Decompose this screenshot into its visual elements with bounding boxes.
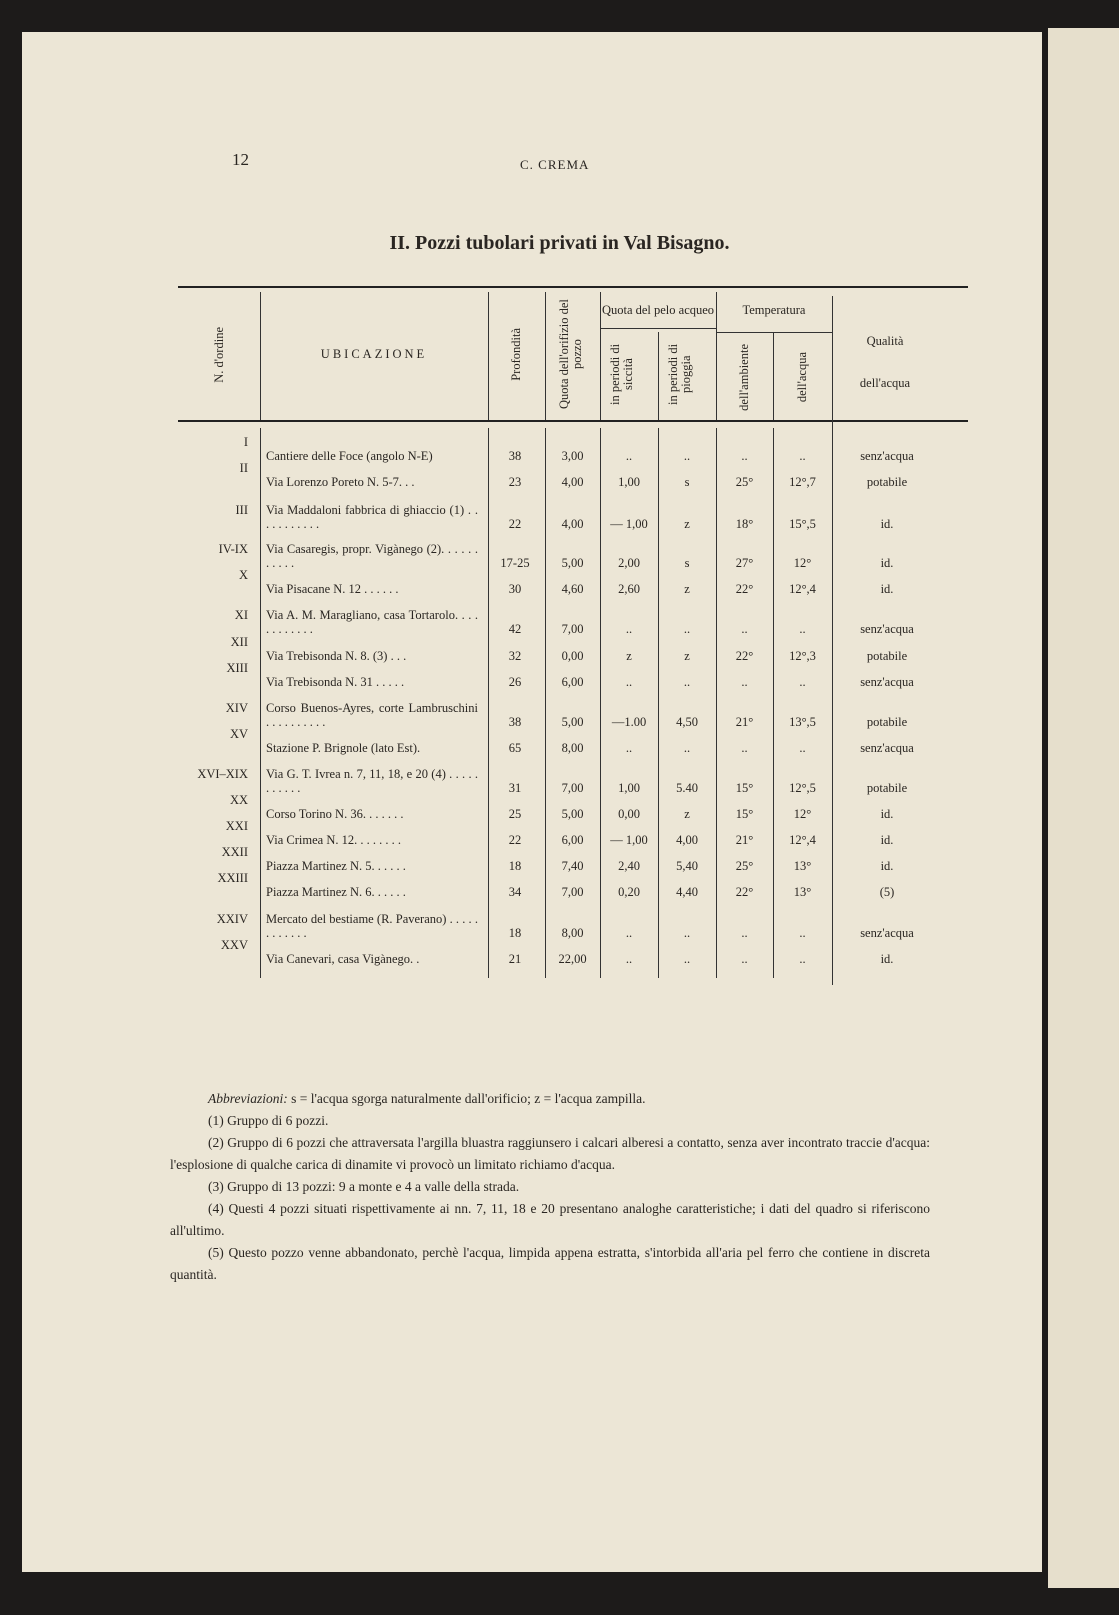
- location: Via Canevari, casa Vigànego. .: [266, 952, 420, 966]
- header-temperatura: Temperatura: [742, 302, 806, 317]
- location: Cantiere delle Foce (angolo N-E): [266, 449, 433, 463]
- top-rule: [178, 286, 968, 288]
- water-level-rain: z: [684, 582, 690, 596]
- location: Via Casaregis, propr. Vigànego (2). . . . . . . . . . .: [266, 542, 478, 570]
- temp-water: 12°,5: [789, 781, 816, 795]
- water-quality: id.: [880, 582, 894, 596]
- water-level-dry: 1,00: [618, 475, 640, 489]
- location: Via Trebisonda N. 31 . . . . .: [266, 675, 405, 689]
- location: Mercato del bestiame (R. Paverano) . . . . . . . . . . . .: [266, 912, 478, 940]
- temp-water: ..: [799, 675, 806, 689]
- water-level-rain: s: [684, 475, 690, 489]
- water-quality: senz'acqua: [860, 741, 914, 755]
- temp-ambient: 21°: [735, 833, 754, 847]
- depth: 30: [508, 582, 522, 596]
- order-number: XXI: [225, 819, 248, 833]
- water-quality: senz'acqua: [860, 675, 914, 689]
- water-level-dry: 2,60: [618, 582, 640, 596]
- temp-ambient: 22°: [735, 582, 754, 596]
- water-level-dry: 0,20: [618, 885, 640, 899]
- order-number: I: [243, 435, 248, 449]
- water-quality: potabile: [866, 649, 908, 663]
- temp-ambient: ..: [741, 926, 748, 940]
- order-number: XI: [234, 608, 248, 622]
- depth: 22: [508, 833, 522, 847]
- temp-water: 13°,5: [789, 715, 816, 729]
- water-level-dry: ..: [625, 449, 633, 463]
- water-level-rain: ..: [683, 741, 691, 755]
- temp-ambient: 25°: [735, 475, 754, 489]
- water-level-dry: 2,40: [618, 859, 640, 873]
- water-level-dry: — 1,00: [610, 833, 648, 847]
- depth: 22: [508, 517, 522, 531]
- temp-water: 13°: [793, 859, 812, 873]
- orifice-level: 4,00: [561, 517, 584, 531]
- header-ambiente: dell'ambiente: [737, 343, 751, 411]
- column-rule: [658, 332, 659, 420]
- depth: 21: [508, 952, 522, 966]
- column-rule: [488, 292, 489, 420]
- header-quota-orifizio: Quota dell'orifizio del pozzo: [556, 299, 584, 410]
- water-quality: (5): [879, 885, 895, 899]
- water-quality: senz'acqua: [860, 926, 914, 940]
- water-level-rain: z: [684, 517, 690, 531]
- header-profondita: Profondità: [509, 328, 523, 381]
- location: Via Lorenzo Poreto N. 5-7. . .: [266, 475, 415, 489]
- temp-ambient: 22°: [735, 885, 754, 899]
- footnotes: [170, 1088, 930, 1286]
- orifice-level: 5,00: [561, 715, 584, 729]
- depth: 42: [508, 622, 522, 636]
- orifice-level: 8,00: [561, 926, 584, 940]
- order-number: IV-IX: [218, 542, 248, 556]
- depth: 31: [508, 781, 522, 795]
- orifice-level: 22,00: [558, 952, 587, 966]
- water-level-rain: z: [684, 649, 690, 663]
- water-quality: potabile: [866, 715, 908, 729]
- water-level-dry: 0,00: [618, 807, 640, 821]
- location: Via Trebisonda N. 8. (3) . . .: [266, 649, 407, 663]
- order-number: XXII: [221, 845, 248, 859]
- order-number: XXIV: [216, 912, 248, 926]
- header-subrule: [716, 332, 832, 333]
- column-rule: [832, 296, 833, 428]
- location: Via Maddaloni fabbrica di ghiaccio (1) . . . . . . . . . . .: [266, 503, 478, 531]
- column-rule: [773, 332, 774, 420]
- orifice-level: 0,00: [561, 649, 584, 663]
- note-1: (1) Gruppo di 6 pozzi.: [208, 1113, 329, 1128]
- water-level-rain: ..: [683, 952, 691, 966]
- note-3: (3) Gruppo di 13 pozzi: 9 a monte e 4 a valle della strada.: [208, 1179, 520, 1194]
- depth: 23: [508, 475, 522, 489]
- temp-water: 15°,5: [789, 517, 816, 531]
- abbr-text: s = l'acqua sgorga naturalmente dall'orificio; z = l'acqua zampilla.: [287, 1091, 646, 1106]
- location: Via G. T. Ivrea n. 7, 11, 18, e 20 (4) . . . . . . . . . . .: [266, 767, 478, 795]
- temp-water: ..: [799, 449, 806, 463]
- depth: 18: [508, 859, 522, 873]
- depth: 32: [508, 649, 522, 663]
- header-quota-pelo: Quota del pelo acqueo: [601, 302, 715, 317]
- water-level-dry: ..: [625, 926, 633, 940]
- water-level-dry: ..: [625, 675, 633, 689]
- water-level-rain: 4,40: [676, 885, 698, 899]
- depth: 18: [508, 926, 522, 940]
- temp-ambient: ..: [741, 952, 748, 966]
- depth: 25: [508, 807, 522, 821]
- location: Piazza Martinez N. 5. . . . . .: [266, 859, 406, 873]
- temp-water: ..: [799, 741, 806, 755]
- order-number: XII: [230, 635, 248, 649]
- temp-ambient: 22°: [735, 649, 754, 663]
- depth: 34: [508, 885, 522, 899]
- orifice-level: 5,00: [561, 807, 584, 821]
- table-row: [0, 556, 894, 596]
- header-qualita: Qualità: [866, 333, 904, 348]
- water-level-dry: z: [626, 649, 632, 663]
- orifice-level: 6,00: [561, 833, 584, 847]
- water-level-dry: 2,00: [618, 556, 640, 570]
- order-number: XIII: [226, 661, 248, 675]
- temp-water: ..: [799, 926, 806, 940]
- depth: 26: [508, 675, 522, 689]
- temp-water: 12°,7: [789, 475, 816, 489]
- header-qualita-2: dell'acqua: [859, 375, 911, 390]
- temp-ambient: 15°: [735, 807, 754, 821]
- order-number: II: [239, 461, 248, 475]
- temp-ambient: ..: [741, 449, 748, 463]
- location: Corso Torino N. 36. . . . . . .: [266, 807, 404, 821]
- orifice-level: 4,60: [561, 582, 584, 596]
- location: Via Pisacane N. 12 . . . . . .: [266, 582, 399, 596]
- water-level-dry: — 1,00: [610, 517, 648, 531]
- header-acqua: dell'acqua: [795, 351, 809, 403]
- water-level-dry: 1,00: [618, 781, 640, 795]
- temp-ambient: 21°: [735, 715, 754, 729]
- water-quality: id.: [880, 556, 894, 570]
- location: Via Crimea N. 12. . . . . . . .: [266, 833, 401, 847]
- depth: 17-25: [500, 556, 530, 570]
- location: Piazza Martinez N. 6. . . . . .: [266, 885, 406, 899]
- table-row: [0, 491, 894, 531]
- column-rule: [260, 292, 261, 420]
- orifice-level: 4,00: [561, 475, 584, 489]
- water-level-rain: 5,40: [676, 859, 698, 873]
- orifice-level: 7,40: [561, 859, 584, 873]
- temp-ambient: ..: [741, 741, 748, 755]
- depth: 65: [508, 741, 522, 755]
- water-quality: id.: [880, 952, 894, 966]
- orifice-level: 3,00: [561, 449, 584, 463]
- temp-water: 13°: [793, 885, 812, 899]
- water-level-dry: ..: [625, 741, 633, 755]
- running-head: C. CREMA: [520, 157, 590, 172]
- order-number: XIV: [225, 701, 248, 715]
- temp-ambient: 18°: [735, 517, 754, 531]
- water-quality: id.: [880, 517, 894, 531]
- header-ubicazione: UBICAZIONE: [320, 347, 428, 361]
- location: Stazione P. Brignole (lato Est).: [266, 741, 421, 755]
- water-level-dry: —1.00: [611, 715, 647, 729]
- order-number: XXIII: [217, 871, 248, 885]
- water-level-rain: ..: [683, 622, 691, 636]
- water-level-dry: ..: [625, 952, 633, 966]
- water-quality: id.: [880, 807, 894, 821]
- water-level-rain: s: [684, 556, 690, 570]
- temp-water: 12°,3: [789, 649, 816, 663]
- depth: 38: [508, 715, 522, 729]
- temp-ambient: ..: [741, 622, 748, 636]
- water-level-rain: 4,00: [676, 833, 698, 847]
- orifice-level: 7,00: [561, 622, 584, 636]
- location: Via A. M. Maragliano, casa Tortarolo. . . . . . . . . . . .: [266, 608, 478, 636]
- water-level-rain: ..: [683, 449, 691, 463]
- temp-water: 12°: [793, 807, 812, 821]
- water-level-rain: z: [684, 807, 690, 821]
- note-4: (4) Questi 4 pozzi situati rispettivamente ai nn. 7, 11, 18 e 20 presentano analoghe caratteristiche; i dati del quadro si riferiscono all'ultimo.: [170, 1201, 930, 1238]
- temp-water: 12°,4: [789, 833, 816, 847]
- temp-water: 12°: [793, 556, 812, 570]
- orifice-level: 7,00: [561, 781, 584, 795]
- temp-ambient: 25°: [735, 859, 754, 873]
- water-quality: id.: [880, 833, 894, 847]
- note-2: (2) Gruppo di 6 pozzi che attraversata l'argilla bluastra raggiunsero i calcari alberesi a contatto, senza aver incontrato traccie d'acqua: l'esplosione di qualche carica di dinamite vi provocò un limitato richiamo d'acqua.: [170, 1135, 930, 1172]
- order-number: X: [238, 568, 248, 582]
- column-rule: [600, 292, 601, 420]
- water-level-rain: ..: [683, 926, 691, 940]
- order-number: III: [235, 503, 248, 517]
- water-quality: senz'acqua: [860, 622, 914, 636]
- orifice-level: 6,00: [561, 675, 584, 689]
- water-level-rain: ..: [683, 675, 691, 689]
- table-title: II. Pozzi tubolari privati in Val Bisagno.: [389, 232, 730, 254]
- temp-water: ..: [799, 622, 806, 636]
- temp-ambient: 15°: [735, 781, 754, 795]
- orifice-level: 7,00: [561, 885, 584, 899]
- page-number: 12: [232, 150, 249, 169]
- temp-water: ..: [799, 952, 806, 966]
- header-rule: [178, 420, 968, 422]
- water-level-rain: 4,50: [676, 715, 698, 729]
- header-pioggia: in periodi di pioggia: [666, 343, 693, 406]
- order-number: XXV: [220, 938, 248, 952]
- header-n: N. d'ordine: [211, 326, 226, 383]
- water-quality: potabile: [866, 475, 908, 489]
- order-number: XV: [229, 727, 248, 741]
- water-quality: potabile: [866, 781, 908, 795]
- orifice-level: 8,00: [561, 741, 584, 755]
- water-level-dry: ..: [625, 622, 633, 636]
- order-number: XVI–XIX: [197, 767, 248, 781]
- location: Corso Buenos-Ayres, corte Lambruschini . . . . . . . . . .: [266, 701, 478, 729]
- water-quality: id.: [880, 859, 894, 873]
- header-siccita: in periodi di siccità: [608, 343, 635, 406]
- depth: 38: [508, 449, 522, 463]
- column-rule: [832, 428, 833, 985]
- water-level-rain: 5.40: [676, 781, 698, 795]
- temp-ambient: 27°: [735, 556, 754, 570]
- order-number: XX: [229, 793, 248, 807]
- water-quality: senz'acqua: [860, 449, 914, 463]
- abbr-label: Abbreviazioni:: [208, 1091, 288, 1106]
- next-page-edge: [1048, 28, 1119, 1588]
- temp-water: 12°,4: [789, 582, 816, 596]
- temp-ambient: ..: [741, 675, 748, 689]
- note-5: (5) Questo pozzo venne abbandonato, perchè l'acqua, limpida appena estratta, s'intorbida all'aria pel ferro che contiene in discreta quantità.: [170, 1245, 930, 1282]
- header-subrule: [600, 328, 716, 329]
- orifice-level: 5,00: [561, 556, 584, 570]
- column-rule: [716, 292, 717, 420]
- column-rule: [545, 292, 546, 420]
